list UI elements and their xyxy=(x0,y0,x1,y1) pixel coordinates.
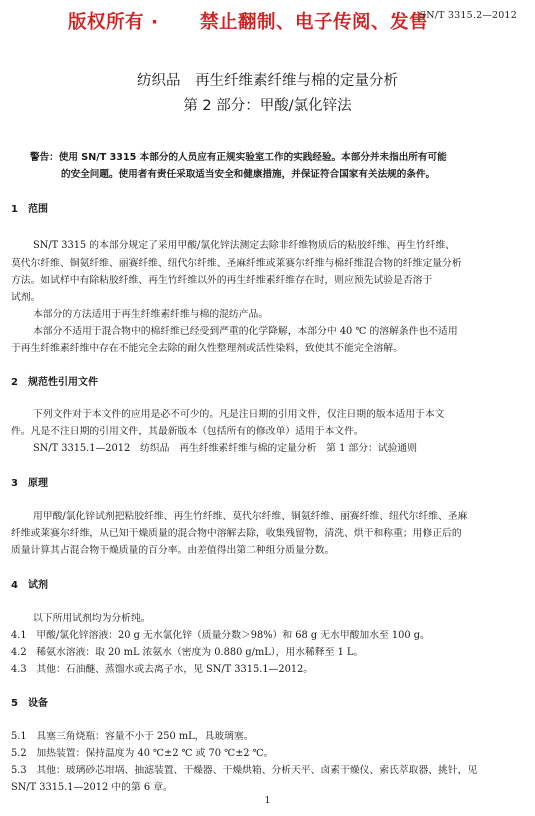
standard-code: SN/T 3315.2—2012 xyxy=(419,10,517,21)
watermark-text-2: 禁止翻制、电子传阅、发售 xyxy=(200,12,429,33)
refs-p2: SN/T 3315.1—2012 纺织品 再生纤维素纤维与棉的定量分析 第 1 部分：试验通则 xyxy=(33,443,418,454)
reagent-item: 4.3 其他：石油醚、蒸馏水或去离子水，见 SN/T 3315.1—2012。 xyxy=(11,664,314,675)
page-number: 1 xyxy=(264,796,271,806)
scope-p1-line-2: 莫代尔纤维、铜氨纤维、丽赛纤维、纽代尔纤维、圣麻纤维或莱赛尔纤维与棉纤维混合物的纤维定量分析 xyxy=(11,258,462,269)
document-subtitle: 第 2 部分：甲酸/氯化锌法 xyxy=(183,98,352,114)
equipment-item: 5.3 其他：玻璃砂芯坩埚、抽滤装置、干燥器、干燥烘箱、分析天平、卤素干燥仪、索氏萃取器、挑针，见 xyxy=(11,765,478,776)
section-4-heading: 4 试剂 xyxy=(11,580,48,591)
equipment-item: 5.1 具塞三角烧瓶：容量不小于 250 mL，具玻璃塞。 xyxy=(11,731,254,742)
scope-p1-line-1: SN/T 3315 的本部分规定了采用甲酸/氯化锌法测定去除非纤维物质后的粘胶纤维、再生竹纤维、 xyxy=(33,240,456,251)
principle-line-1: 用甲酸/氯化锌试剂把粘胶纤维、再生竹纤维、莫代尔纤维、铜氨纤维、丽赛纤维、纽代尔纤维、圣麻 xyxy=(33,511,468,522)
principle-line-3: 质量计算其占混合物干燥质量的百分率。由差值得出第二种组分质量分数。 xyxy=(11,545,335,556)
section-3-heading: 3 原理 xyxy=(11,478,48,489)
scope-p3-line-1: 本部分不适用于混合物中的棉纤维已经受到严重的化学降解，本部分中 40 ℃ 的溶解条件也不适用 xyxy=(33,326,458,337)
section-5-heading: 5 设备 xyxy=(11,698,48,709)
reagents-intro: 以下所用试剂均为分析纯。 xyxy=(33,613,151,624)
scope-p3-line-2: 于再生纤维素纤维中存在不能完全去除的耐久性整理剂或活性染料，致使其不能完全溶解。 xyxy=(11,343,403,354)
principle-line-2: 纤维或莱赛尔纤维，从已知干燥质量的混合物中溶解去除，收集残留物，清洗、烘干和称重；用修正后的 xyxy=(11,528,462,539)
reagent-item: 4.2 稀氨水溶液：取 20 mL 浓氨水（密度为 0.880 g/mL），用水稀释至 1 L。 xyxy=(11,647,364,658)
scope-p2: 本部分的方法适用于再生纤维素纤维与棉的混纺产品。 xyxy=(33,309,269,320)
warning-line-1: 警告：使用 SN/T 3315 本部分的人员应有正规实验室工作的实践经验。本部分并未指出所有可能 xyxy=(30,152,447,163)
document-title: 纺织品 再生纤维素纤维与棉的定量分析 xyxy=(137,73,398,89)
equipment-item-continued: SN/T 3315.1—2012 中的第 6 章。 xyxy=(11,782,173,793)
warning-line-2: 的安全问题。使用者有责任采取适当安全和健康措施，并保证符合国家有关法规的条件。 xyxy=(61,169,436,180)
scope-p1-line-3: 方法。如试样中有除粘胶纤维、再生竹纤维以外的再生纤维素纤维存在时，则应预先试验是否溶于 xyxy=(11,275,433,286)
equipment-item: 5.2 加热装置：保持温度为 40 ℃±2 ℃ 或 70 ℃±2 ℃。 xyxy=(11,748,274,759)
watermark-text-1: 版权所有 · xyxy=(68,12,159,33)
reagent-item: 4.1 甲酸/氯化锌溶液：20 g 无水氯化锌（质量分数＞98%）和 68 g 无水甲酸加水至 100 g。 xyxy=(11,630,430,641)
section-2-heading: 2 规范性引用文件 xyxy=(11,377,98,388)
refs-p1-line-2: 件。凡是不注日期的引用文件，其最新版本（包括所有的修改单）适用于本文件。 xyxy=(11,426,364,437)
scope-p1-line-4: 试剂。 xyxy=(11,292,41,303)
section-1-heading: 1 范围 xyxy=(11,204,48,215)
refs-p1-line-1: 下列文件对于本文件的应用是必不可少的。凡是注日期的引用文件，仅注日期的版本适用于本文 xyxy=(33,409,445,420)
